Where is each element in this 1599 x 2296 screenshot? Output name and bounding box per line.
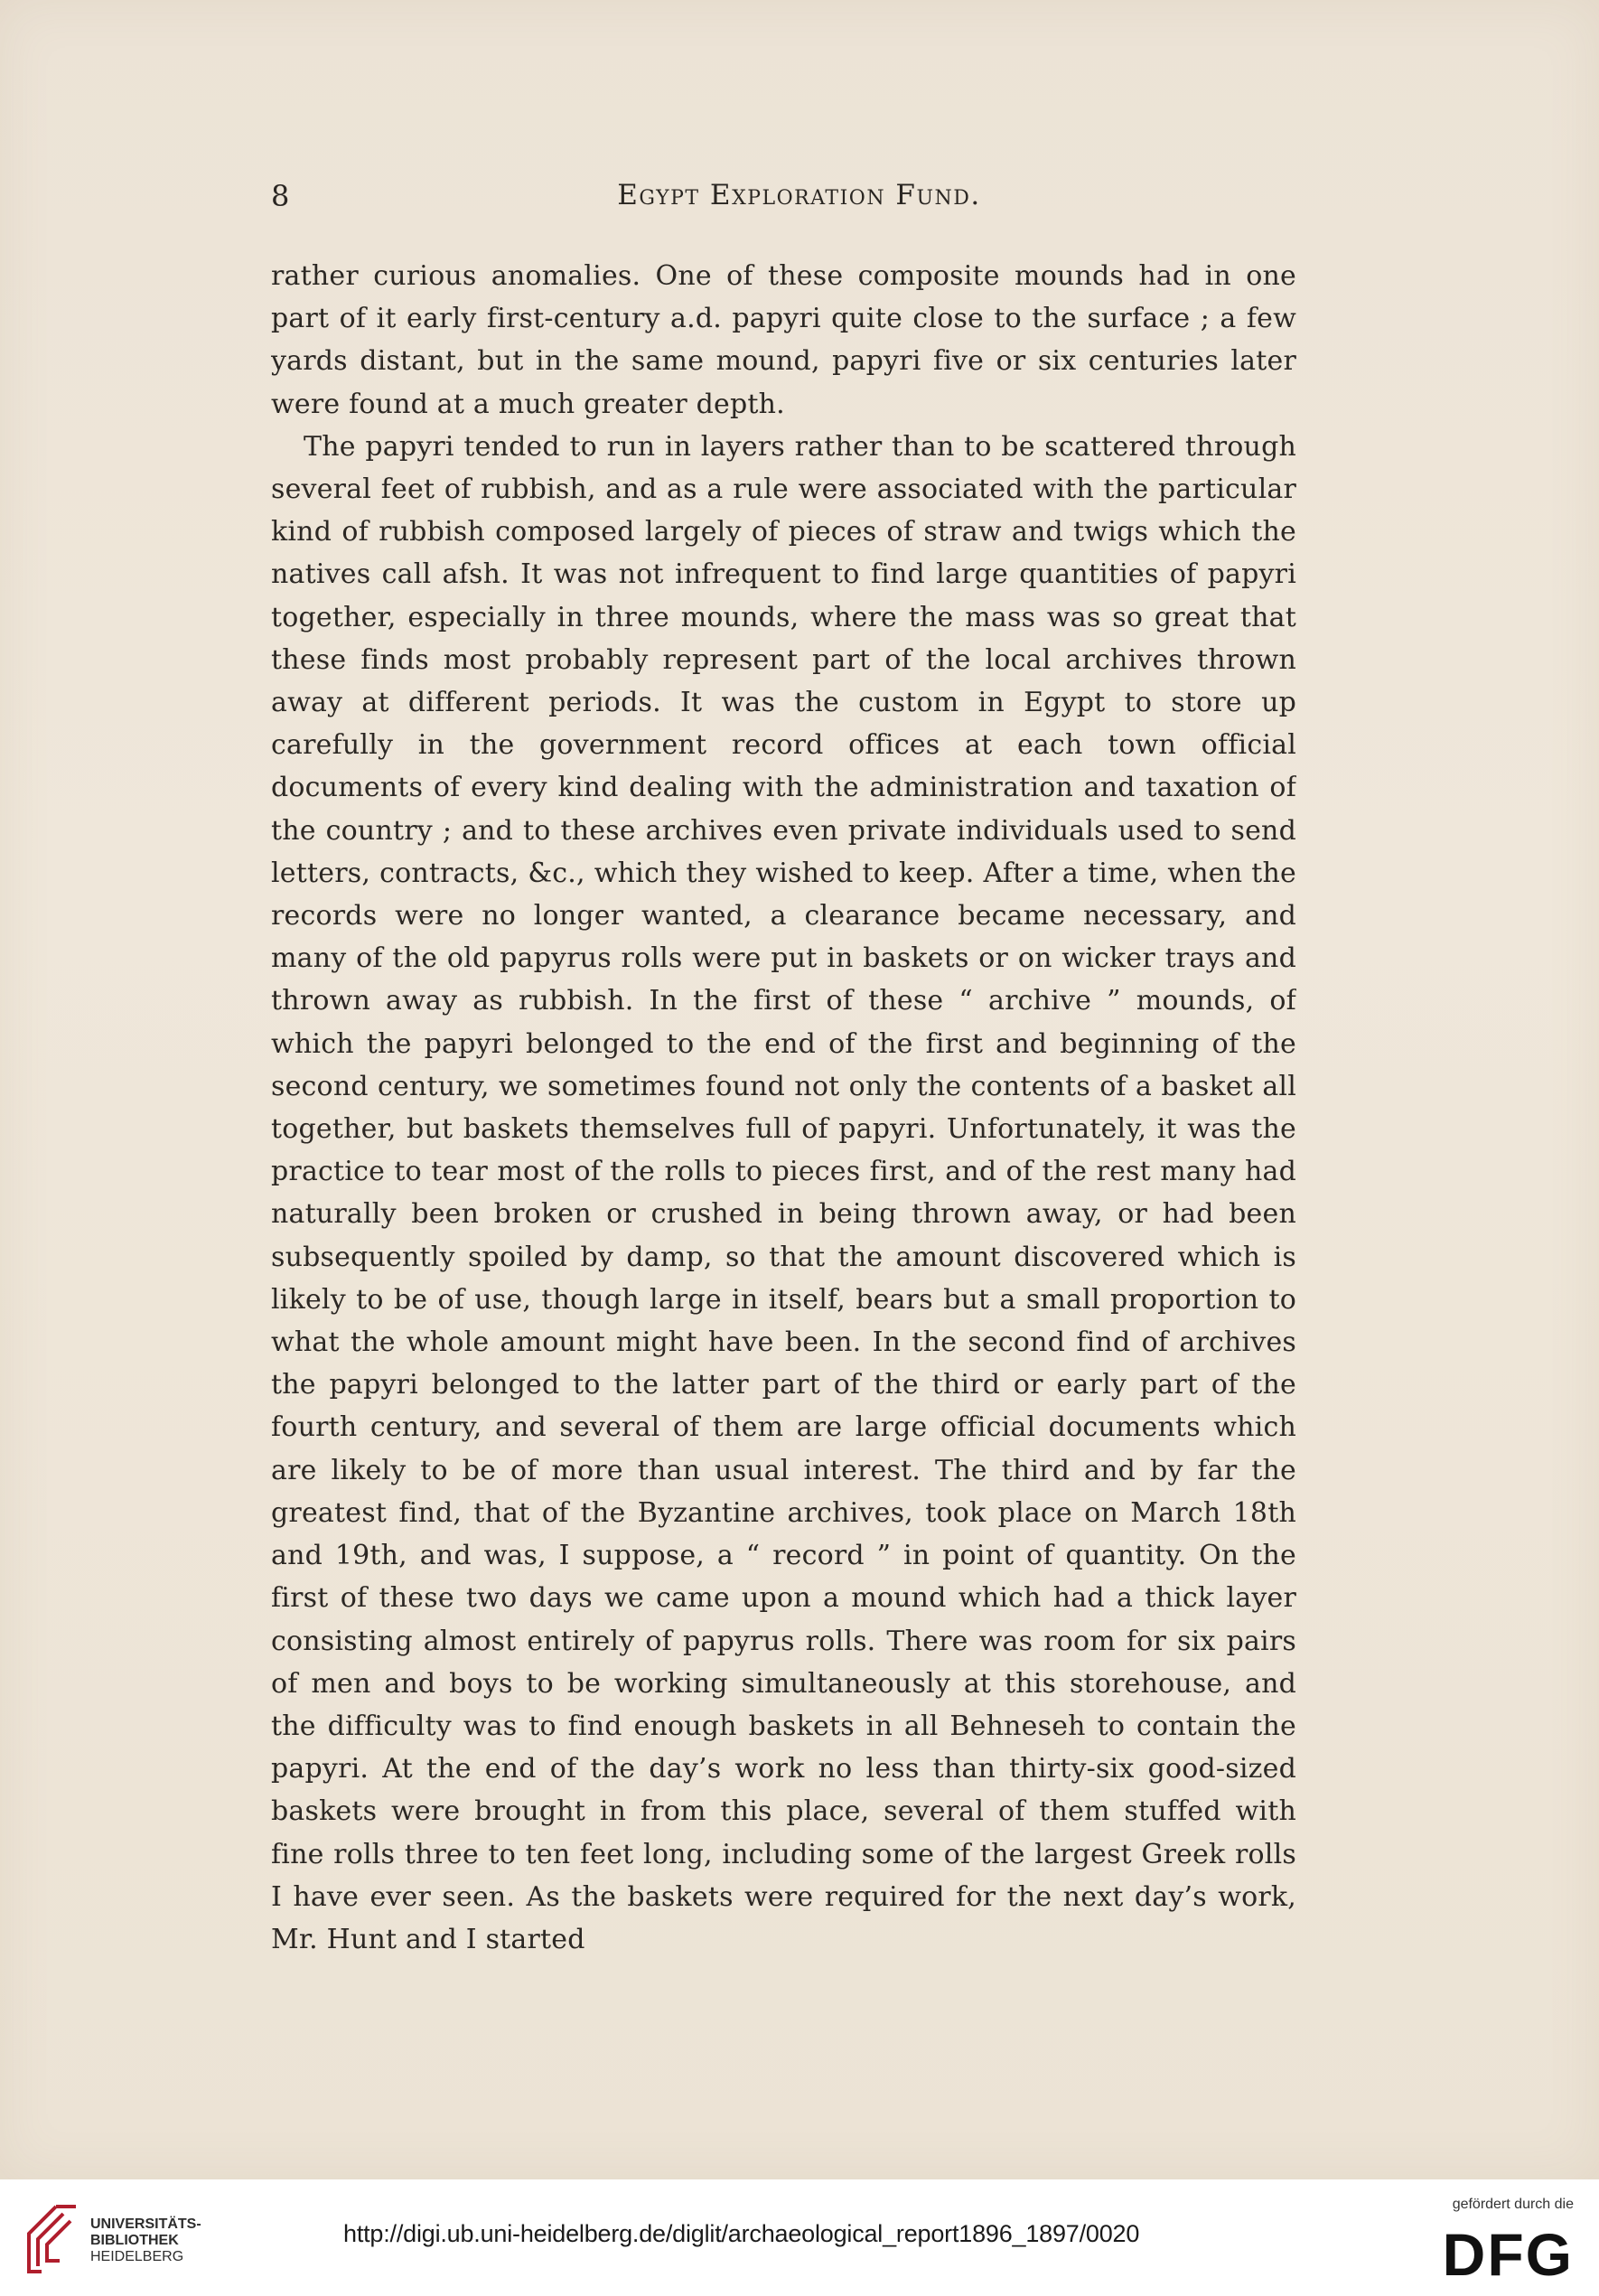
- page-number: 8: [271, 179, 290, 213]
- paragraph-2: The papyri tended to run in layers rather than to be scattered through several feet of rubbish, and as a rule were associated with the particular kind of rubbish composed largely of pieces of straw and twigs which the natives call afsh. It was not infrequent to find large quantities of papyri together, especially in three mounds, where the mass was so great that these finds most probably represent part of the local archives thrown away at different periods. It was the custom in Egypt to store up carefully in the government record offices at each town official documents of every kind dealing with the administration and taxation of the country ; and to these archives even private individuals used to send letters, contracts, &c., which they wished to keep. After a time, when the records were no longer wanted, a clearance became necessary, and many of the old papyrus rolls were put in baskets or on wicker trays and thrown away as rubbish. In the first of these “ archive ” mounds, of which the papyri belonged to the end of the first and beginning of the second century, we sometimes found not only the contents of a basket all together, but baskets themselves full of papyri. Unfortunately, it was the practice to tear most of the rolls to pieces first, and of the rest many had naturally been broken or crushed in being thrown away, or had been subsequently spoiled by damp, so that the amount discovered which is likely to be of use, though large in itself, bears but a small proportion to what the whole amount might have been. In the second find of archives the papyri belonged to the latter part of the third or early part of the fourth century, and several of them are large official documents which are likely to be of more than usual interest. The third and by far the greatest find, that of the Byzantine archives, took place on March 18th and 19th, and was, I suppose, a “ record ” in point of quantity. On the first of these two days we came upon a mound which had a thick layer consisting almost entirely of papyrus rolls. There was room for six pairs of men and boys to be working simultaneously at this storehouse, and the difficulty was to find enough baskets in all Behneseh to contain the papyri. At the end of the day’s work no less than thirty-six good-sized baskets were brought in from this place, several of them stuffed with fine rolls three to ten feet long, including some of the largest Greek rolls I have ever seen. As the baskets were required for the next day’s work, Mr. Hunt and I started: [271, 430, 1296, 1955]
- body-text: [271, 255, 1296, 1972]
- library-name: [90, 2216, 201, 2265]
- running-head: [271, 179, 1296, 224]
- library-name-line-3: HEIDELBERG: [90, 2249, 184, 2264]
- footer-bar: [0, 2179, 1599, 2296]
- library-name-line-2: BIBLIOTHEK: [90, 2233, 179, 2248]
- university-library-logo-icon: [20, 2203, 79, 2275]
- funded-by-label: gefördert durch die: [1452, 2197, 1574, 2212]
- paragraph-1: rather curious anomalies. One of these composite mounds had in one part of it early first-century a.d. papyri quite close to the surface ; a few yards distant, but in the same mound, papyri five or six centuries later were found at a much greater depth.: [271, 260, 1296, 420]
- permalink-url[interactable]: http://digi.ub.uni-heidelberg.de/diglit/archaeological_report1896_1897/0020: [343, 2220, 1140, 2247]
- running-title: Egypt Exploration Fund.: [617, 179, 981, 211]
- dfg-logo: DFG: [1442, 2221, 1574, 2288]
- library-name-line-1: UNIVERSITÄTS-: [90, 2216, 201, 2232]
